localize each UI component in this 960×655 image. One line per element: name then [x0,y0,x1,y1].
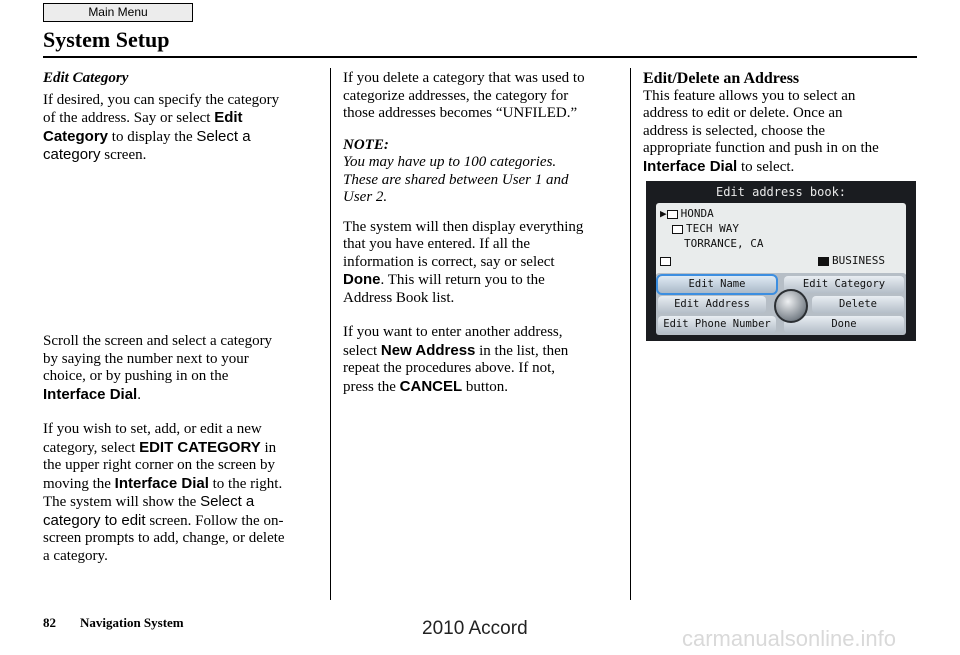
address-name-line: ▶ HONDA [660,207,714,220]
paragraph: Scroll the screen and select a category by saying the number next to your choice, or by pushing in on the Interface Dial. [43,333,273,403]
edit-name-button[interactable]: Edit Name [658,276,776,293]
screen-buttons [656,273,906,335]
phone-icon-line [660,254,674,267]
address-category-line: BUSINESS [818,254,885,267]
interface-dial-icon [774,289,808,323]
screen-title: Edit address book: [715,185,847,199]
column-divider [330,68,331,600]
paragraph: If desired, you can specify the category of the address. Say or select Edit Category to display the Select a category screen. [43,91,280,163]
footer-model: 2010 Accord [422,618,528,639]
paragraph: This feature allows you to select an address to edit or delete. Once an address is selected, choose the appropriate function and push in on the Interface Dial to select. [643,87,879,175]
column-2 [343,70,621,396]
paragraph: The system will then display everything that you have entered. If all the information is correct, say or select Done. This will return you to the Address Book list. [343,218,584,306]
footer-section: Navigation System [80,615,184,630]
name-icon [667,210,678,219]
paragraph: If you delete a category that was used to categorize addresses, the category for those addresses becomes “UNFILED.” [343,70,585,121]
note-text: You may have up to 100 categories. These are shared between User 1 and User 2. [343,154,569,205]
edit-category-button[interactable]: Edit Category [784,276,904,293]
category-icon [818,257,829,266]
address-street-line: TECH WAY [672,222,739,235]
edit-address-book-screen [646,181,916,341]
column-3 [643,70,921,176]
column-divider [630,68,631,600]
phone-icon [660,257,671,266]
done-button[interactable]: Done [784,316,904,333]
paragraph: If you want to enter another address, select New Address in the list, then repeat the procedures above. If not, press the CANCEL button. [343,324,569,395]
note-label: NOTE: [343,136,389,153]
main-menu-button[interactable]: Main Menu [43,3,193,22]
page-title: System Setup [43,27,170,52]
column-1 [43,70,321,165]
title-rule [43,56,917,58]
cursor-arrow-icon: ▶ [660,207,667,220]
section-heading-edit-delete: Edit/Delete an Address [643,70,800,87]
delete-button[interactable]: Delete [812,296,904,313]
edit-phone-number-button[interactable]: Edit Phone Number [658,316,776,333]
address-icon [672,225,683,234]
page-number: 82 [43,615,56,630]
section-heading-edit-category: Edit Category [43,70,129,86]
watermark: carmanualsonline.info [682,626,897,651]
address-panel [656,203,906,277]
edit-address-button[interactable]: Edit Address [658,296,766,313]
column-1-lower [43,333,321,565]
paragraph: If you wish to set, add, or edit a new category, select EDIT CATEGORY in the upper right corner on the screen by moving the Interface Dial to the right. The system will show the Select a category to edit screen. Follow the on- screen prompts to add, change, or delete a category. [43,421,285,564]
address-city-line: TORRANCE, CA [684,237,764,250]
